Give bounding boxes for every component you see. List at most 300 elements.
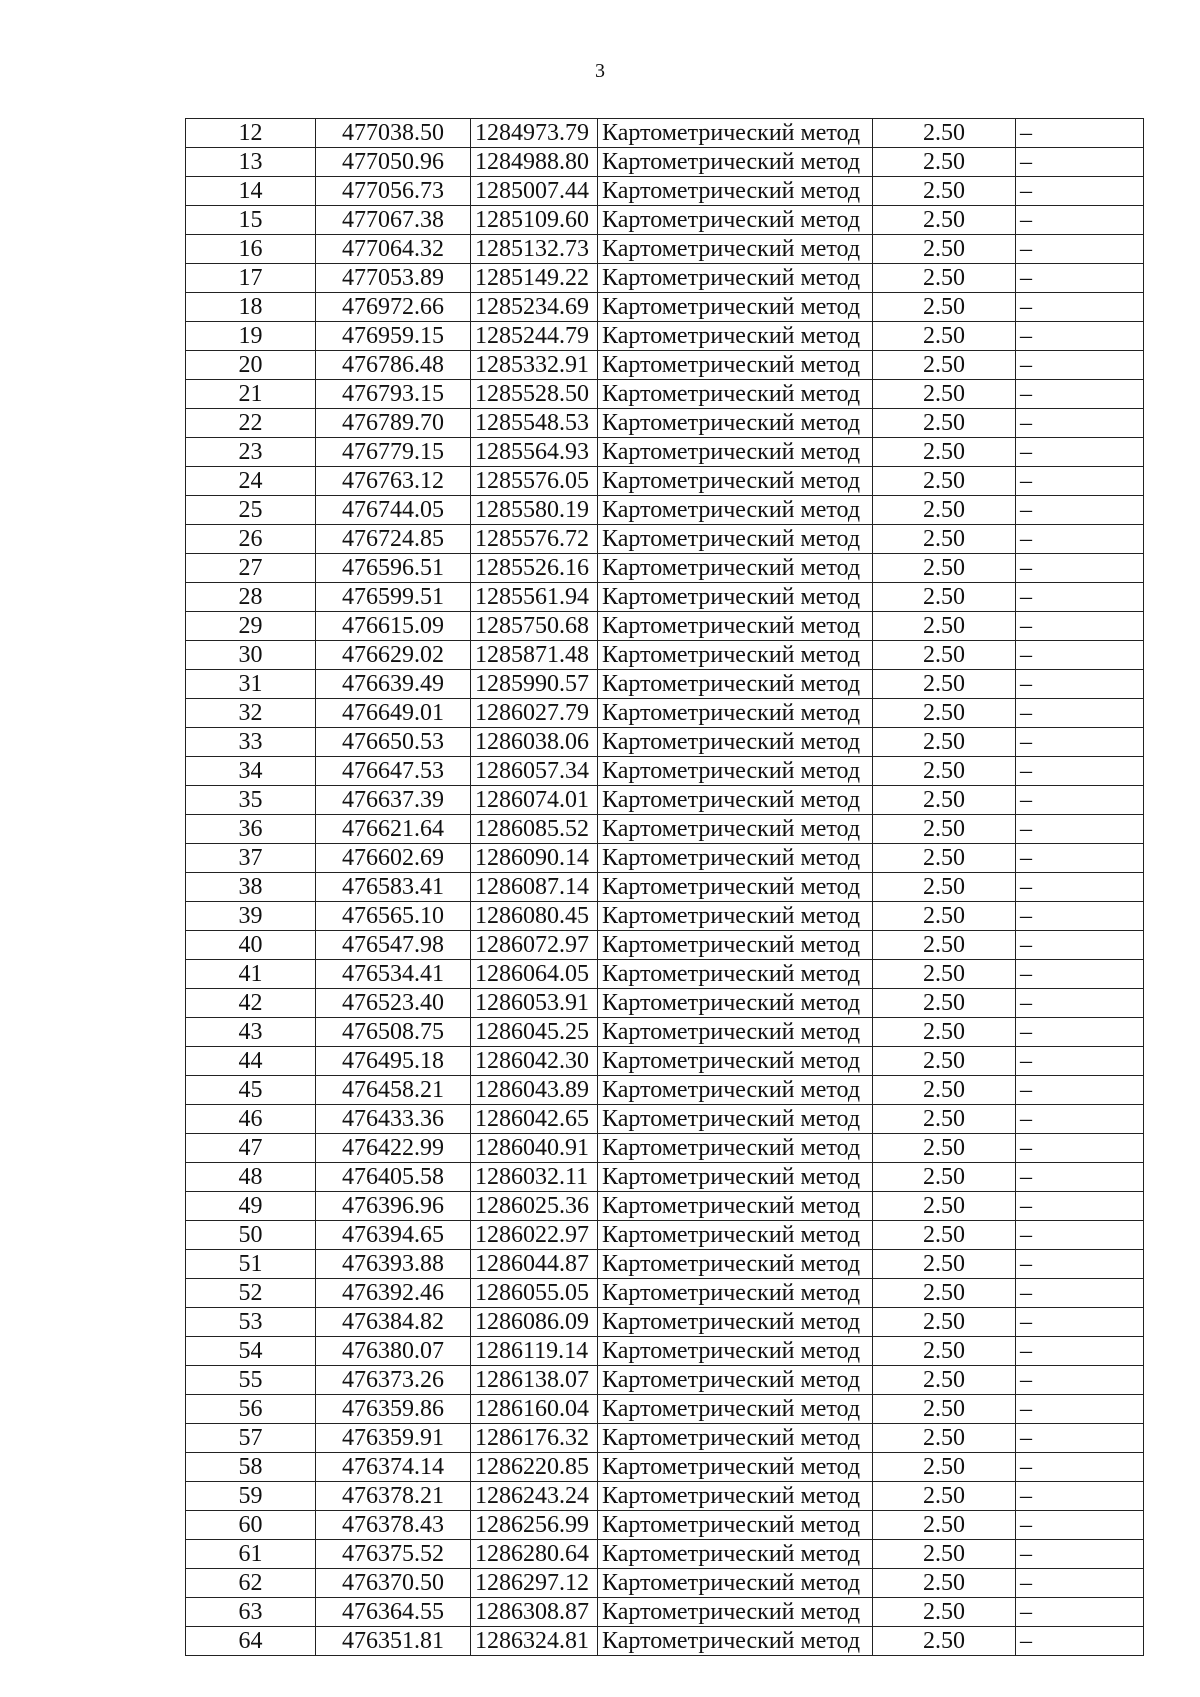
description-cell: – — [1016, 1221, 1144, 1250]
x-coordinate-cell: 476615.09 — [316, 612, 471, 641]
y-coordinate-cell: 1286243.24 — [471, 1482, 598, 1511]
table-row — [186, 438, 1144, 467]
y-coordinate-cell: 1285576.72 — [471, 525, 598, 554]
y-coordinate-cell: 1286038.06 — [471, 728, 598, 757]
x-coordinate-cell: 476637.39 — [316, 786, 471, 815]
y-coordinate-cell: 1285244.79 — [471, 322, 598, 351]
table-row — [186, 322, 1144, 351]
description-cell: – — [1016, 641, 1144, 670]
description-cell: – — [1016, 177, 1144, 206]
accuracy-cell: 2.50 — [873, 1279, 1016, 1308]
point-number-cell: 47 — [186, 1134, 316, 1163]
description-cell: – — [1016, 960, 1144, 989]
point-number-cell: 32 — [186, 699, 316, 728]
table-row — [186, 1105, 1144, 1134]
page-number: 3 — [595, 60, 605, 82]
accuracy-cell: 2.50 — [873, 293, 1016, 322]
y-coordinate-cell: 1286043.89 — [471, 1076, 598, 1105]
y-coordinate-cell: 1286297.12 — [471, 1569, 598, 1598]
point-number-cell: 26 — [186, 525, 316, 554]
table-row — [186, 1250, 1144, 1279]
table-row — [186, 1076, 1144, 1105]
point-number-cell: 51 — [186, 1250, 316, 1279]
y-coordinate-cell: 1286040.91 — [471, 1134, 598, 1163]
table-row — [186, 1366, 1144, 1395]
description-cell: – — [1016, 1018, 1144, 1047]
accuracy-cell: 2.50 — [873, 1018, 1016, 1047]
y-coordinate-cell: 1286074.01 — [471, 786, 598, 815]
description-cell: – — [1016, 844, 1144, 873]
x-coordinate-cell: 476547.98 — [316, 931, 471, 960]
description-cell: – — [1016, 525, 1144, 554]
accuracy-cell: 2.50 — [873, 844, 1016, 873]
x-coordinate-cell: 476433.36 — [316, 1105, 471, 1134]
table-row — [186, 235, 1144, 264]
table-row — [186, 496, 1144, 525]
table-row — [186, 1308, 1144, 1337]
y-coordinate-cell: 1285234.69 — [471, 293, 598, 322]
y-coordinate-cell: 1286032.11 — [471, 1163, 598, 1192]
method-cell: Картометрический метод — [598, 844, 873, 873]
description-cell: – — [1016, 902, 1144, 931]
point-number-cell: 28 — [186, 583, 316, 612]
point-number-cell: 57 — [186, 1424, 316, 1453]
method-cell: Картометрический метод — [598, 1105, 873, 1134]
description-cell: – — [1016, 1482, 1144, 1511]
y-coordinate-cell: 1285332.91 — [471, 351, 598, 380]
y-coordinate-cell: 1286220.85 — [471, 1453, 598, 1482]
description-cell: – — [1016, 264, 1144, 293]
table-row — [186, 409, 1144, 438]
x-coordinate-cell: 476596.51 — [316, 554, 471, 583]
point-number-cell: 52 — [186, 1279, 316, 1308]
x-coordinate-cell: 476763.12 — [316, 467, 471, 496]
y-coordinate-cell: 1285109.60 — [471, 206, 598, 235]
coordinates-table-body — [186, 119, 1144, 1656]
y-coordinate-cell: 1285132.73 — [471, 235, 598, 264]
description-cell: – — [1016, 1192, 1144, 1221]
table-row — [186, 467, 1144, 496]
accuracy-cell: 2.50 — [873, 1221, 1016, 1250]
accuracy-cell: 2.50 — [873, 1337, 1016, 1366]
point-number-cell: 31 — [186, 670, 316, 699]
table-row — [186, 119, 1144, 148]
x-coordinate-cell: 477064.32 — [316, 235, 471, 264]
point-number-cell: 44 — [186, 1047, 316, 1076]
method-cell: Картометрический метод — [598, 815, 873, 844]
accuracy-cell: 2.50 — [873, 206, 1016, 235]
point-number-cell: 41 — [186, 960, 316, 989]
point-number-cell: 13 — [186, 148, 316, 177]
description-cell: – — [1016, 728, 1144, 757]
method-cell: Картометрический метод — [598, 293, 873, 322]
method-cell: Картометрический метод — [598, 641, 873, 670]
method-cell: Картометрический метод — [598, 1366, 873, 1395]
x-coordinate-cell: 477056.73 — [316, 177, 471, 206]
description-cell: – — [1016, 612, 1144, 641]
point-number-cell: 33 — [186, 728, 316, 757]
table-row — [186, 989, 1144, 1018]
description-cell: – — [1016, 757, 1144, 786]
y-coordinate-cell: 1285561.94 — [471, 583, 598, 612]
method-cell: Картометрический метод — [598, 206, 873, 235]
y-coordinate-cell: 1286085.52 — [471, 815, 598, 844]
table-row — [186, 815, 1144, 844]
x-coordinate-cell: 476380.07 — [316, 1337, 471, 1366]
y-coordinate-cell: 1286119.14 — [471, 1337, 598, 1366]
table-row — [186, 264, 1144, 293]
method-cell: Картометрический метод — [598, 438, 873, 467]
x-coordinate-cell: 477038.50 — [316, 119, 471, 148]
description-cell: – — [1016, 148, 1144, 177]
y-coordinate-cell: 1286080.45 — [471, 902, 598, 931]
accuracy-cell: 2.50 — [873, 496, 1016, 525]
point-number-cell: 15 — [186, 206, 316, 235]
description-cell: – — [1016, 931, 1144, 960]
method-cell: Картометрический метод — [598, 1076, 873, 1105]
accuracy-cell: 2.50 — [873, 148, 1016, 177]
table-row — [186, 1540, 1144, 1569]
point-number-cell: 18 — [186, 293, 316, 322]
accuracy-cell: 2.50 — [873, 119, 1016, 148]
accuracy-cell: 2.50 — [873, 1366, 1016, 1395]
table-row — [186, 670, 1144, 699]
table-row — [186, 1482, 1144, 1511]
description-cell: – — [1016, 438, 1144, 467]
method-cell: Картометрический метод — [598, 554, 873, 583]
y-coordinate-cell: 1286055.05 — [471, 1279, 598, 1308]
x-coordinate-cell: 476523.40 — [316, 989, 471, 1018]
accuracy-cell: 2.50 — [873, 699, 1016, 728]
y-coordinate-cell: 1285548.53 — [471, 409, 598, 438]
table-row — [186, 1279, 1144, 1308]
description-cell: – — [1016, 699, 1144, 728]
x-coordinate-cell: 476629.02 — [316, 641, 471, 670]
accuracy-cell: 2.50 — [873, 177, 1016, 206]
accuracy-cell: 2.50 — [873, 380, 1016, 409]
method-cell: Картометрический метод — [598, 670, 873, 699]
x-coordinate-cell: 476375.52 — [316, 1540, 471, 1569]
description-cell: – — [1016, 293, 1144, 322]
point-number-cell: 29 — [186, 612, 316, 641]
table-row — [186, 873, 1144, 902]
x-coordinate-cell: 476378.21 — [316, 1482, 471, 1511]
method-cell: Картометрический метод — [598, 583, 873, 612]
table-row — [186, 960, 1144, 989]
description-cell: – — [1016, 1279, 1144, 1308]
point-number-cell: 27 — [186, 554, 316, 583]
table-row — [186, 1598, 1144, 1627]
method-cell: Картометрический метод — [598, 1453, 873, 1482]
x-coordinate-cell: 476724.85 — [316, 525, 471, 554]
description-cell: – — [1016, 235, 1144, 264]
method-cell: Картометрический метод — [598, 1250, 873, 1279]
description-cell: – — [1016, 1134, 1144, 1163]
point-number-cell: 22 — [186, 409, 316, 438]
method-cell: Картометрический метод — [598, 177, 873, 206]
y-coordinate-cell: 1286053.91 — [471, 989, 598, 1018]
method-cell: Картометрический метод — [598, 264, 873, 293]
x-coordinate-cell: 476495.18 — [316, 1047, 471, 1076]
accuracy-cell: 2.50 — [873, 1250, 1016, 1279]
x-coordinate-cell: 476649.01 — [316, 699, 471, 728]
description-cell: – — [1016, 1598, 1144, 1627]
table-row — [186, 1337, 1144, 1366]
table-row — [186, 1569, 1144, 1598]
table-row — [186, 1134, 1144, 1163]
point-number-cell: 64 — [186, 1627, 316, 1656]
y-coordinate-cell: 1286044.87 — [471, 1250, 598, 1279]
method-cell: Картометрический метод — [598, 1540, 873, 1569]
accuracy-cell: 2.50 — [873, 641, 1016, 670]
point-number-cell: 54 — [186, 1337, 316, 1366]
description-cell: – — [1016, 380, 1144, 409]
x-coordinate-cell: 476370.50 — [316, 1569, 471, 1598]
y-coordinate-cell: 1285576.05 — [471, 467, 598, 496]
method-cell: Картометрический метод — [598, 1192, 873, 1221]
accuracy-cell: 2.50 — [873, 351, 1016, 380]
x-coordinate-cell: 476744.05 — [316, 496, 471, 525]
method-cell: Картометрический метод — [598, 1279, 873, 1308]
point-number-cell: 48 — [186, 1163, 316, 1192]
accuracy-cell: 2.50 — [873, 1047, 1016, 1076]
x-coordinate-cell: 476364.55 — [316, 1598, 471, 1627]
y-coordinate-cell: 1286042.30 — [471, 1047, 598, 1076]
table-row — [186, 1221, 1144, 1250]
method-cell: Картометрический метод — [598, 1308, 873, 1337]
table-row — [186, 293, 1144, 322]
accuracy-cell: 2.50 — [873, 1192, 1016, 1221]
description-cell: – — [1016, 1308, 1144, 1337]
method-cell: Картометрический метод — [598, 1511, 873, 1540]
y-coordinate-cell: 1286324.81 — [471, 1627, 598, 1656]
method-cell: Картометрический метод — [598, 1395, 873, 1424]
method-cell: Картометрический метод — [598, 351, 873, 380]
description-cell: – — [1016, 989, 1144, 1018]
x-coordinate-cell: 476959.15 — [316, 322, 471, 351]
x-coordinate-cell: 476793.15 — [316, 380, 471, 409]
description-cell: – — [1016, 496, 1144, 525]
x-coordinate-cell: 476396.96 — [316, 1192, 471, 1221]
point-number-cell: 20 — [186, 351, 316, 380]
x-coordinate-cell: 476599.51 — [316, 583, 471, 612]
y-coordinate-cell: 1286280.64 — [471, 1540, 598, 1569]
point-number-cell: 21 — [186, 380, 316, 409]
method-cell: Картометрический метод — [598, 1134, 873, 1163]
description-cell: – — [1016, 1395, 1144, 1424]
point-number-cell: 56 — [186, 1395, 316, 1424]
method-cell: Картометрический метод — [598, 1482, 873, 1511]
table-row — [186, 902, 1144, 931]
x-coordinate-cell: 476373.26 — [316, 1366, 471, 1395]
x-coordinate-cell: 476583.41 — [316, 873, 471, 902]
y-coordinate-cell: 1285564.93 — [471, 438, 598, 467]
x-coordinate-cell: 476534.41 — [316, 960, 471, 989]
y-coordinate-cell: 1286025.36 — [471, 1192, 598, 1221]
method-cell: Картометрический метод — [598, 1163, 873, 1192]
method-cell: Картометрический метод — [598, 119, 873, 148]
method-cell: Картометрический метод — [598, 1018, 873, 1047]
point-number-cell: 36 — [186, 815, 316, 844]
table-row — [186, 1047, 1144, 1076]
point-number-cell: 43 — [186, 1018, 316, 1047]
point-number-cell: 46 — [186, 1105, 316, 1134]
accuracy-cell: 2.50 — [873, 1453, 1016, 1482]
description-cell: – — [1016, 670, 1144, 699]
x-coordinate-cell: 476650.53 — [316, 728, 471, 757]
method-cell: Картометрический метод — [598, 1424, 873, 1453]
point-number-cell: 38 — [186, 873, 316, 902]
description-cell: – — [1016, 467, 1144, 496]
x-coordinate-cell: 476789.70 — [316, 409, 471, 438]
accuracy-cell: 2.50 — [873, 931, 1016, 960]
table-row — [186, 699, 1144, 728]
y-coordinate-cell: 1285007.44 — [471, 177, 598, 206]
x-coordinate-cell: 476458.21 — [316, 1076, 471, 1105]
x-coordinate-cell: 476602.69 — [316, 844, 471, 873]
accuracy-cell: 2.50 — [873, 815, 1016, 844]
y-coordinate-cell: 1286072.97 — [471, 931, 598, 960]
table-row — [186, 1192, 1144, 1221]
table-row — [186, 641, 1144, 670]
table-row — [186, 525, 1144, 554]
x-coordinate-cell: 476508.75 — [316, 1018, 471, 1047]
method-cell: Картометрический метод — [598, 1337, 873, 1366]
accuracy-cell: 2.50 — [873, 670, 1016, 699]
table-row — [186, 757, 1144, 786]
x-coordinate-cell: 477050.96 — [316, 148, 471, 177]
description-cell: – — [1016, 322, 1144, 351]
point-number-cell: 55 — [186, 1366, 316, 1395]
method-cell: Картометрический метод — [598, 728, 873, 757]
point-number-cell: 42 — [186, 989, 316, 1018]
x-coordinate-cell: 476378.43 — [316, 1511, 471, 1540]
point-number-cell: 23 — [186, 438, 316, 467]
x-coordinate-cell: 476394.65 — [316, 1221, 471, 1250]
description-cell: – — [1016, 409, 1144, 438]
description-cell: – — [1016, 351, 1144, 380]
accuracy-cell: 2.50 — [873, 960, 1016, 989]
point-number-cell: 16 — [186, 235, 316, 264]
table-row — [186, 786, 1144, 815]
method-cell: Картометрический метод — [598, 467, 873, 496]
description-cell: – — [1016, 1105, 1144, 1134]
method-cell: Картометрический метод — [598, 989, 873, 1018]
y-coordinate-cell: 1285580.19 — [471, 496, 598, 525]
accuracy-cell: 2.50 — [873, 1105, 1016, 1134]
method-cell: Картометрический метод — [598, 1221, 873, 1250]
y-coordinate-cell: 1286087.14 — [471, 873, 598, 902]
x-coordinate-cell: 476779.15 — [316, 438, 471, 467]
method-cell: Картометрический метод — [598, 931, 873, 960]
accuracy-cell: 2.50 — [873, 1540, 1016, 1569]
table-row — [186, 612, 1144, 641]
method-cell: Картометрический метод — [598, 902, 873, 931]
method-cell: Картометрический метод — [598, 612, 873, 641]
table-row — [186, 583, 1144, 612]
x-coordinate-cell: 476621.64 — [316, 815, 471, 844]
accuracy-cell: 2.50 — [873, 583, 1016, 612]
x-coordinate-cell: 476786.48 — [316, 351, 471, 380]
accuracy-cell: 2.50 — [873, 525, 1016, 554]
method-cell: Картометрический метод — [598, 525, 873, 554]
table-row — [186, 1627, 1144, 1656]
y-coordinate-cell: 1286086.09 — [471, 1308, 598, 1337]
y-coordinate-cell: 1285990.57 — [471, 670, 598, 699]
x-coordinate-cell: 476565.10 — [316, 902, 471, 931]
accuracy-cell: 2.50 — [873, 1424, 1016, 1453]
accuracy-cell: 2.50 — [873, 757, 1016, 786]
point-number-cell: 62 — [186, 1569, 316, 1598]
accuracy-cell: 2.50 — [873, 409, 1016, 438]
method-cell: Картометрический метод — [598, 409, 873, 438]
description-cell: – — [1016, 873, 1144, 902]
x-coordinate-cell: 477053.89 — [316, 264, 471, 293]
accuracy-cell: 2.50 — [873, 438, 1016, 467]
x-coordinate-cell: 476393.88 — [316, 1250, 471, 1279]
method-cell: Картометрический метод — [598, 1627, 873, 1656]
y-coordinate-cell: 1286090.14 — [471, 844, 598, 873]
method-cell: Картометрический метод — [598, 786, 873, 815]
x-coordinate-cell: 476639.49 — [316, 670, 471, 699]
description-cell: – — [1016, 1627, 1144, 1656]
method-cell: Картометрический метод — [598, 699, 873, 728]
description-cell: – — [1016, 583, 1144, 612]
coordinates-table — [185, 118, 1144, 1656]
method-cell: Картометрический метод — [598, 235, 873, 264]
description-cell: – — [1016, 1163, 1144, 1192]
x-coordinate-cell: 476359.91 — [316, 1424, 471, 1453]
point-number-cell: 37 — [186, 844, 316, 873]
accuracy-cell: 2.50 — [873, 1511, 1016, 1540]
y-coordinate-cell: 1286138.07 — [471, 1366, 598, 1395]
y-coordinate-cell: 1284988.80 — [471, 148, 598, 177]
x-coordinate-cell: 476392.46 — [316, 1279, 471, 1308]
description-cell: – — [1016, 786, 1144, 815]
point-number-cell: 24 — [186, 467, 316, 496]
x-coordinate-cell: 476351.81 — [316, 1627, 471, 1656]
accuracy-cell: 2.50 — [873, 612, 1016, 641]
description-cell: – — [1016, 1511, 1144, 1540]
method-cell: Картометрический метод — [598, 1598, 873, 1627]
description-cell: – — [1016, 1076, 1144, 1105]
description-cell: – — [1016, 1366, 1144, 1395]
accuracy-cell: 2.50 — [873, 728, 1016, 757]
table-row — [186, 554, 1144, 583]
x-coordinate-cell: 476405.58 — [316, 1163, 471, 1192]
method-cell: Картометрический метод — [598, 873, 873, 902]
x-coordinate-cell: 476374.14 — [316, 1453, 471, 1482]
point-number-cell: 58 — [186, 1453, 316, 1482]
description-cell: – — [1016, 206, 1144, 235]
description-cell: – — [1016, 119, 1144, 148]
accuracy-cell: 2.50 — [873, 1163, 1016, 1192]
y-coordinate-cell: 1286256.99 — [471, 1511, 598, 1540]
accuracy-cell: 2.50 — [873, 786, 1016, 815]
accuracy-cell: 2.50 — [873, 264, 1016, 293]
description-cell: – — [1016, 1569, 1144, 1598]
y-coordinate-cell: 1285750.68 — [471, 612, 598, 641]
accuracy-cell: 2.50 — [873, 1076, 1016, 1105]
y-coordinate-cell: 1284973.79 — [471, 119, 598, 148]
y-coordinate-cell: 1286057.34 — [471, 757, 598, 786]
y-coordinate-cell: 1286027.79 — [471, 699, 598, 728]
table-row — [186, 844, 1144, 873]
description-cell: – — [1016, 1250, 1144, 1279]
table-row — [186, 206, 1144, 235]
point-number-cell: 50 — [186, 1221, 316, 1250]
table-row — [186, 148, 1144, 177]
